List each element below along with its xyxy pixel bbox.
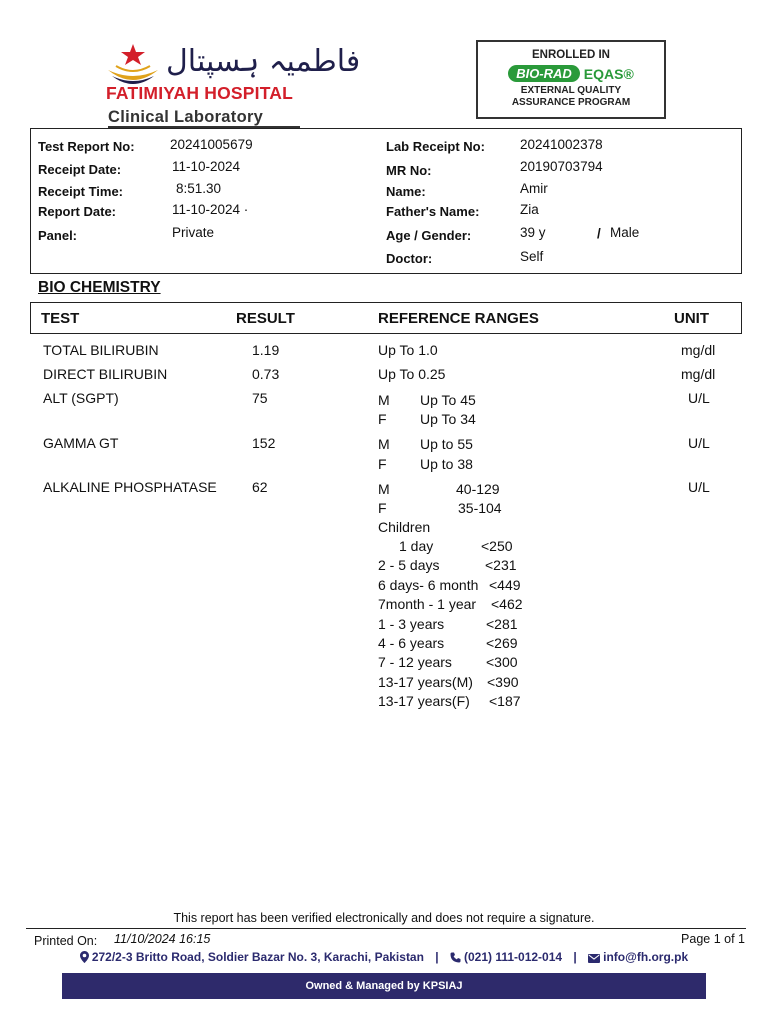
col-test: TEST bbox=[41, 310, 80, 327]
child-value: <250 bbox=[481, 538, 513, 554]
location-pin-icon bbox=[80, 951, 89, 963]
results-column-header bbox=[30, 302, 742, 334]
father-name-value: Zia bbox=[520, 202, 539, 217]
crescent-star-emblem-icon bbox=[104, 42, 162, 88]
ref-female: Up to 38 bbox=[420, 456, 473, 472]
footer-divider bbox=[26, 928, 746, 929]
ref-male: 40-129 bbox=[456, 481, 500, 497]
ref-sex-m: M bbox=[378, 436, 390, 452]
ref-sex-f: F bbox=[378, 500, 387, 516]
hospital-name-urdu: فاطمیہ ہسپتال bbox=[166, 44, 361, 79]
child-value: <300 bbox=[486, 654, 518, 670]
child-age: 2 - 5 days bbox=[378, 557, 440, 573]
child-age: 13-17 years(M) bbox=[378, 674, 473, 690]
col-result: RESULT bbox=[236, 310, 295, 327]
report-date-label: Report Date: bbox=[38, 204, 117, 219]
receipt-date-value: 11-10-2024 bbox=[172, 159, 241, 174]
receipt-time-value: 8:51.30 bbox=[176, 181, 222, 196]
test-name: ALKALINE PHOSPHATASE bbox=[43, 479, 217, 495]
panel-label: Panel: bbox=[38, 228, 78, 243]
panel-value: Private bbox=[172, 225, 215, 240]
age-gender-label: Age / Gender: bbox=[386, 228, 472, 243]
child-age: 1 - 3 years bbox=[378, 616, 445, 632]
name-label: Name: bbox=[386, 184, 426, 199]
receipt-time-label: Receipt Time: bbox=[38, 184, 124, 199]
lab-receipt-no-label: Lab Receipt No: bbox=[386, 139, 485, 154]
age-value: 39 y bbox=[520, 225, 546, 240]
lab-receipt-no-value: 20241002378 bbox=[520, 137, 603, 152]
test-ref: Up To 0.25 bbox=[378, 366, 446, 382]
badge-line1: EXTERNAL QUALITY bbox=[520, 85, 622, 96]
ref-sex-m: M bbox=[378, 392, 390, 408]
child-age: 6 days- 6 month bbox=[378, 577, 479, 593]
separator: | bbox=[573, 950, 577, 964]
child-value: <449 bbox=[489, 577, 521, 593]
test-name: DIRECT BILIRUBIN bbox=[43, 366, 168, 382]
doctor-label: Doctor: bbox=[386, 251, 433, 266]
test-unit: U/L bbox=[688, 390, 710, 406]
ref-sex-f: F bbox=[378, 456, 387, 472]
test-name: TOTAL BILIRUBIN bbox=[43, 342, 159, 358]
test-result: 75 bbox=[252, 390, 268, 406]
test-ref: Up To 1.0 bbox=[378, 342, 438, 358]
child-value: <462 bbox=[491, 596, 523, 612]
child-value: <390 bbox=[487, 674, 519, 690]
badge-top-text: ENROLLED IN bbox=[532, 49, 610, 61]
name-value: Amir bbox=[520, 181, 548, 196]
eqas-badge bbox=[476, 40, 666, 119]
test-result: 0.73 bbox=[252, 366, 280, 382]
verification-note: This report has been verified electronically and does not require a signature. bbox=[173, 911, 595, 925]
printed-on-value: 11/10/2024 16:15 bbox=[114, 932, 211, 946]
email-icon bbox=[588, 954, 600, 963]
contact-bar bbox=[0, 950, 768, 964]
test-result: 152 bbox=[252, 435, 276, 451]
patient-info-box bbox=[30, 128, 742, 274]
hospital-name: FATIMIYAH HOSPITAL bbox=[106, 83, 294, 103]
child-value: <187 bbox=[489, 693, 521, 709]
test-unit: mg/dl bbox=[681, 342, 716, 358]
child-value: <281 bbox=[486, 616, 518, 632]
test-name: GAMMA GT bbox=[43, 435, 119, 451]
report-date-value: 11-10-2024 · bbox=[172, 202, 249, 217]
phone-text: (021) 111-012-014 bbox=[463, 950, 563, 964]
lab-subtitle: Clinical Laboratory bbox=[108, 108, 264, 126]
email-text: info@fh.org.pk bbox=[603, 950, 689, 964]
child-age: 7 - 12 years bbox=[378, 654, 452, 670]
receipt-date-label: Receipt Date: bbox=[38, 162, 122, 177]
col-ref: REFERENCE RANGES bbox=[378, 310, 539, 327]
children-heading: Children bbox=[378, 519, 431, 535]
ref-female: 35-104 bbox=[458, 500, 502, 516]
owned-by-bar: Owned & Managed by KPSIAJ bbox=[62, 973, 706, 999]
section-title: BIO CHEMISTRY bbox=[38, 279, 161, 296]
ref-sex-f: F bbox=[378, 411, 387, 427]
test-unit: U/L bbox=[688, 479, 710, 495]
child-age: 1 day bbox=[399, 538, 434, 554]
ref-sex-m: M bbox=[378, 481, 390, 497]
test-result: 1.19 bbox=[252, 342, 280, 358]
separator: | bbox=[435, 950, 439, 964]
test-report-no-value: 20241005679 bbox=[170, 137, 253, 152]
page-number: Page 1 of 1 bbox=[681, 932, 745, 946]
phone-icon bbox=[450, 952, 461, 963]
badge-line2: ASSURANCE PROGRAM bbox=[511, 97, 631, 108]
address-text: 272/2-3 Britto Road, Soldier Bazar No. 3, Karachi, Pakistan bbox=[91, 950, 424, 964]
test-name: ALT (SGPT) bbox=[43, 390, 119, 406]
father-name-label: Father's Name: bbox=[386, 204, 480, 219]
mr-no-label: MR No: bbox=[386, 163, 432, 178]
child-value: <231 bbox=[485, 557, 517, 573]
bio-rad-logo: BIO-RAD bbox=[508, 65, 580, 82]
col-unit: UNIT bbox=[674, 310, 709, 327]
printed-on-label: Printed On: bbox=[34, 934, 98, 948]
ref-female: Up To 34 bbox=[420, 411, 476, 427]
child-value: <269 bbox=[486, 635, 518, 651]
test-result: 62 bbox=[252, 479, 268, 495]
age-gender-separator: / bbox=[597, 226, 601, 241]
child-age: 4 - 6 years bbox=[378, 635, 445, 651]
gender-value: Male bbox=[610, 225, 640, 240]
test-unit: U/L bbox=[688, 435, 710, 451]
child-age: 7month - 1 year bbox=[378, 596, 477, 612]
test-report-no-label: Test Report No: bbox=[38, 139, 135, 154]
test-unit: mg/dl bbox=[681, 366, 716, 382]
doctor-value: Self bbox=[520, 249, 544, 264]
badge-brand-row bbox=[478, 65, 664, 82]
eqas-text: EQAS® bbox=[583, 65, 634, 82]
ref-male: Up To 45 bbox=[420, 392, 476, 408]
hospital-logo bbox=[104, 40, 361, 130]
child-age: 13-17 years(F) bbox=[378, 693, 470, 709]
ref-male: Up to 55 bbox=[420, 436, 473, 452]
mr-no-value: 20190703794 bbox=[520, 159, 603, 174]
